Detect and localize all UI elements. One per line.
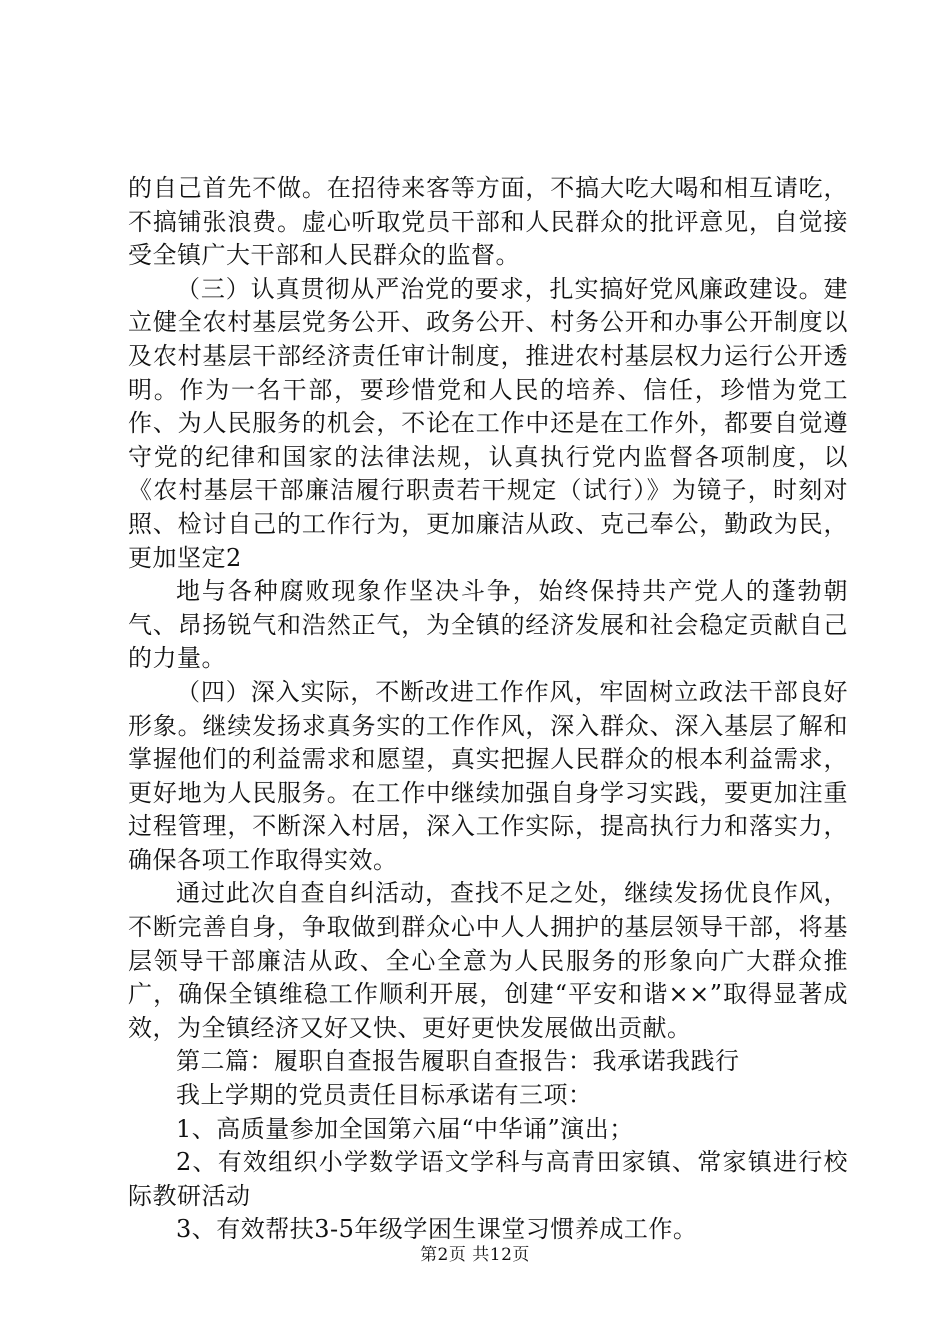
commitment-item-1: 1、高质量参加全国第六届“中华诵”演出； [176,1114,634,1143]
commitment-item-3: 3、有效帮扶3-5年级学困生课堂习惯养成工作。 [176,1215,698,1244]
document-body [128,172,848,1247]
paragraph-continuation: 的自己首先不做。在招待来客等方面，不搞大吃大喝和相互请吃，不搞铺张浪费。虚心听取党员干部和人民群众的批评意见，自觉接受全镇广大干部和人民群众的监督。 [128,174,848,270]
paragraph-conclusion: 通过此次自查自纠活动，查找不足之处，继续发扬优良作风，不断完善自身，争取做到群众心中人人拥护的基层领导干部，将基层领导干部廉洁从政、全心全意为人民服务的形象向广大群众推广，确保全镇维稳工作顺利开展，创建“平安和谐××”取得显著成效，为全镇经济又好又快、更好更快发展做出贡献。 [128,879,848,1042]
paragraph-section-four: （四）深入实际，不断改进工作作风，牢固树立政法干部良好形象。继续发扬求真务实的工作作风，深入群众、深入基层了解和掌握他们的利益需求和愿望，真实把握人民群众的根本利益需求，更好地为人民服务。在工作中继续加强自身学习实践，要更加注重过程管理，不断深入村居，深入工作实际，提高执行力和落实力，确保各项工作取得实效。 [128,677,848,874]
paragraph-section-three-continued: 地与各种腐败现象作坚决斗争，始终保持共产党人的蓬勃朝气、昂扬锐气和浩然正气，为全镇的经济发展和社会稳定贡献自己的力量。 [128,577,848,673]
chapter-two-heading: 第二篇：履职自查报告履职自查报告：我承诺我践行 [176,1047,740,1076]
paragraph-section-three: （三）认真贯彻从严治党的要求，扎实搞好党风廉政建设。建立健全农村基层党务公开、政务公开、村务公开和办事公开制度以及农村基层干部经济责任审计制度，推进农村基层权力运行公开透明。作为一名干部，要珍惜党和人民的培养、信任，珍惜为党工作、为人民服务的机会，不论在工作中还是在工作外，都要自觉遵守党的纪律和国家的法律法规，认真执行党内监督各项制度，以《农村基层干部廉洁履行职责若干规定（试行）》为镜子，时刻对照、检讨自己的工作行为，更加廉洁从政、克己奉公，勤政为民，更加坚定2 [128,274,848,572]
commitment-item-2: 2、有效组织小学数学语文学科与高青田家镇、常家镇进行校际教研活动 [128,1148,848,1210]
commitment-intro: 我上学期的党员责任目标承诺有三项： [176,1081,593,1110]
page-number-footer: 第2页 共12页 [420,1245,530,1265]
